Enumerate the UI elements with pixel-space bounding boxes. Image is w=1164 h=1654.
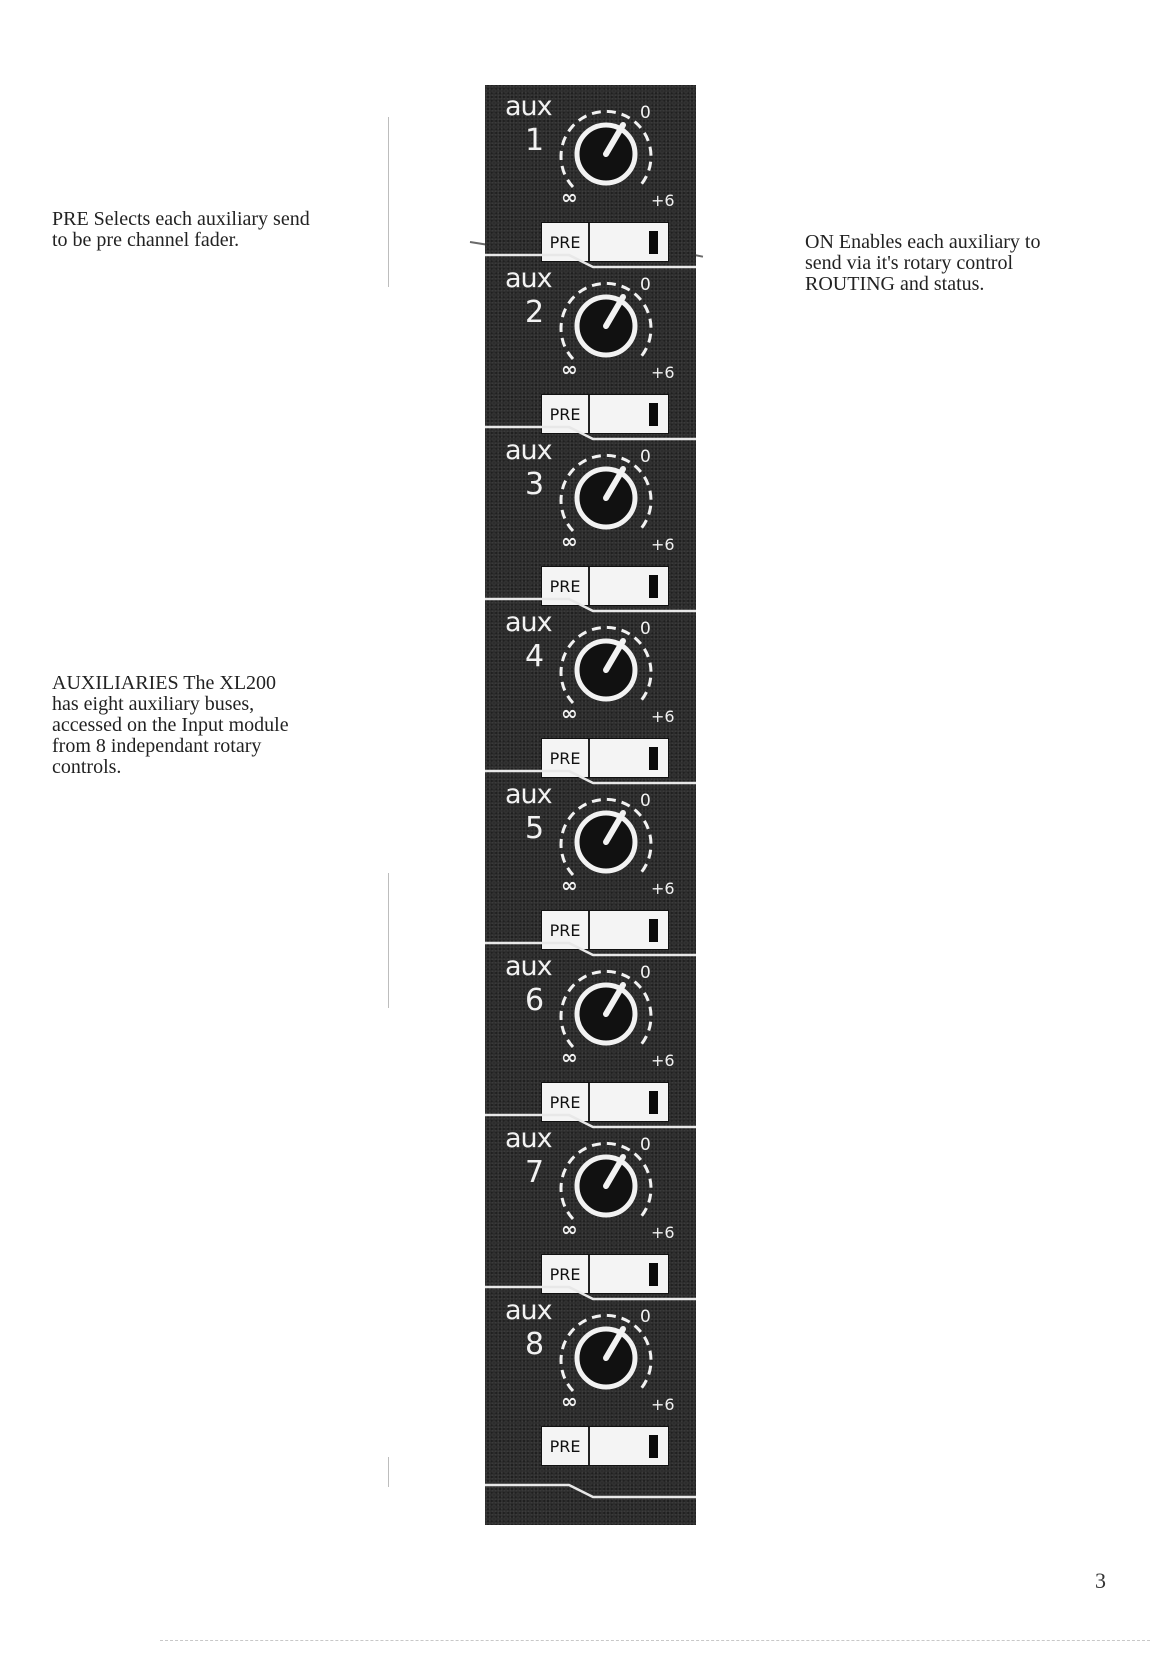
knob-plus6-label: +6 xyxy=(651,879,675,898)
aux-number: 5 xyxy=(525,811,545,846)
knob-infinity-label: ∞ xyxy=(561,1217,578,1241)
knob-plus6-label: +6 xyxy=(651,191,675,210)
knob-plus6-label: +6 xyxy=(651,363,675,382)
aux-label: aux xyxy=(505,607,552,638)
knob-zero-label: 0 xyxy=(640,275,651,295)
on-indicator-icon xyxy=(649,919,658,942)
aux-section xyxy=(485,601,696,773)
knob-plus6-label: +6 xyxy=(651,1395,675,1414)
knob-zero-label: 0 xyxy=(640,619,651,639)
knob-zero-label: 0 xyxy=(640,1135,651,1155)
on-indicator-icon xyxy=(649,1263,658,1286)
knob-infinity-label: ∞ xyxy=(561,1389,578,1413)
section-divider xyxy=(485,253,696,273)
on-indicator-icon xyxy=(649,403,658,426)
page-number: 3 xyxy=(1095,1568,1106,1593)
knob-infinity-label: ∞ xyxy=(561,701,578,725)
auxiliaries-description: AUXILIARIES The XL200 has eight auxiliary buses, accessed on the Input module from 8 independant rotary controls. xyxy=(52,672,289,778)
aux-label: aux xyxy=(505,263,552,294)
aux-number: 8 xyxy=(525,1327,545,1362)
pre-button[interactable]: PRE xyxy=(542,911,590,949)
section-divider xyxy=(485,425,696,445)
on-indicator-icon xyxy=(649,747,658,770)
pre-button[interactable]: PRE xyxy=(542,223,590,261)
aux-section xyxy=(485,773,696,945)
knob-zero-label: 0 xyxy=(640,1307,651,1327)
aux-label: aux xyxy=(505,779,552,810)
aux-number: 6 xyxy=(525,983,545,1018)
on-indicator-icon xyxy=(649,231,658,254)
pre-button[interactable]: PRE xyxy=(542,567,590,605)
on-indicator-icon xyxy=(649,1435,658,1458)
on-button[interactable] xyxy=(590,1427,668,1465)
aux-section xyxy=(485,257,696,429)
aux-number: 4 xyxy=(525,639,545,674)
knob-zero-label: 0 xyxy=(640,791,651,811)
knob-infinity-label: ∞ xyxy=(561,357,578,381)
pre-button[interactable]: PRE xyxy=(542,1255,590,1293)
section-divider xyxy=(485,1483,696,1503)
section-divider xyxy=(485,1113,696,1133)
pre-button[interactable]: PRE xyxy=(542,1083,590,1121)
aux-panel xyxy=(485,85,696,1525)
knob-zero-label: 0 xyxy=(640,103,651,123)
aux-section xyxy=(485,945,696,1117)
aux-section xyxy=(485,1289,696,1461)
on-description: ON Enables each auxiliary to send via it's rotary control ROUTING and status. xyxy=(805,231,1041,295)
knob-plus6-label: +6 xyxy=(651,1223,675,1242)
knob-infinity-label: ∞ xyxy=(561,873,578,897)
knob-zero-label: 0 xyxy=(640,447,651,467)
aux-section xyxy=(485,85,696,257)
aux-number: 2 xyxy=(525,295,545,330)
aux-number: 1 xyxy=(525,123,545,158)
aux-label: aux xyxy=(505,435,552,466)
section-divider xyxy=(485,941,696,961)
aux-number: 7 xyxy=(525,1155,545,1190)
knob-plus6-label: +6 xyxy=(651,707,675,726)
aux-number: 3 xyxy=(525,467,545,502)
aux-section xyxy=(485,1117,696,1289)
knob-infinity-label: ∞ xyxy=(561,185,578,209)
margin-rule xyxy=(388,873,389,1008)
aux-label: aux xyxy=(505,1123,552,1154)
knob-plus6-label: +6 xyxy=(651,1051,675,1070)
on-indicator-icon xyxy=(649,1091,658,1114)
aux-label: aux xyxy=(505,91,552,122)
pre-button[interactable]: PRE xyxy=(542,395,590,433)
on-indicator-icon xyxy=(649,575,658,598)
margin-rule xyxy=(388,117,389,287)
knob-infinity-label: ∞ xyxy=(561,529,578,553)
footer-dashed-rule xyxy=(160,1640,1150,1641)
switch-unit xyxy=(541,1426,669,1466)
section-divider xyxy=(485,1285,696,1305)
section-divider xyxy=(485,597,696,617)
pre-description: PRE Selects each auxiliary send to be pre channel fader. xyxy=(52,208,310,251)
aux-section xyxy=(485,429,696,601)
knob-infinity-label: ∞ xyxy=(561,1045,578,1069)
aux-label: aux xyxy=(505,951,552,982)
aux-label: aux xyxy=(505,1295,552,1326)
section-divider xyxy=(485,769,696,789)
knob-plus6-label: +6 xyxy=(651,535,675,554)
knob-zero-label: 0 xyxy=(640,963,651,983)
margin-rule xyxy=(388,1457,389,1487)
pre-button[interactable]: PRE xyxy=(542,1427,590,1465)
pre-button[interactable]: PRE xyxy=(542,739,590,777)
